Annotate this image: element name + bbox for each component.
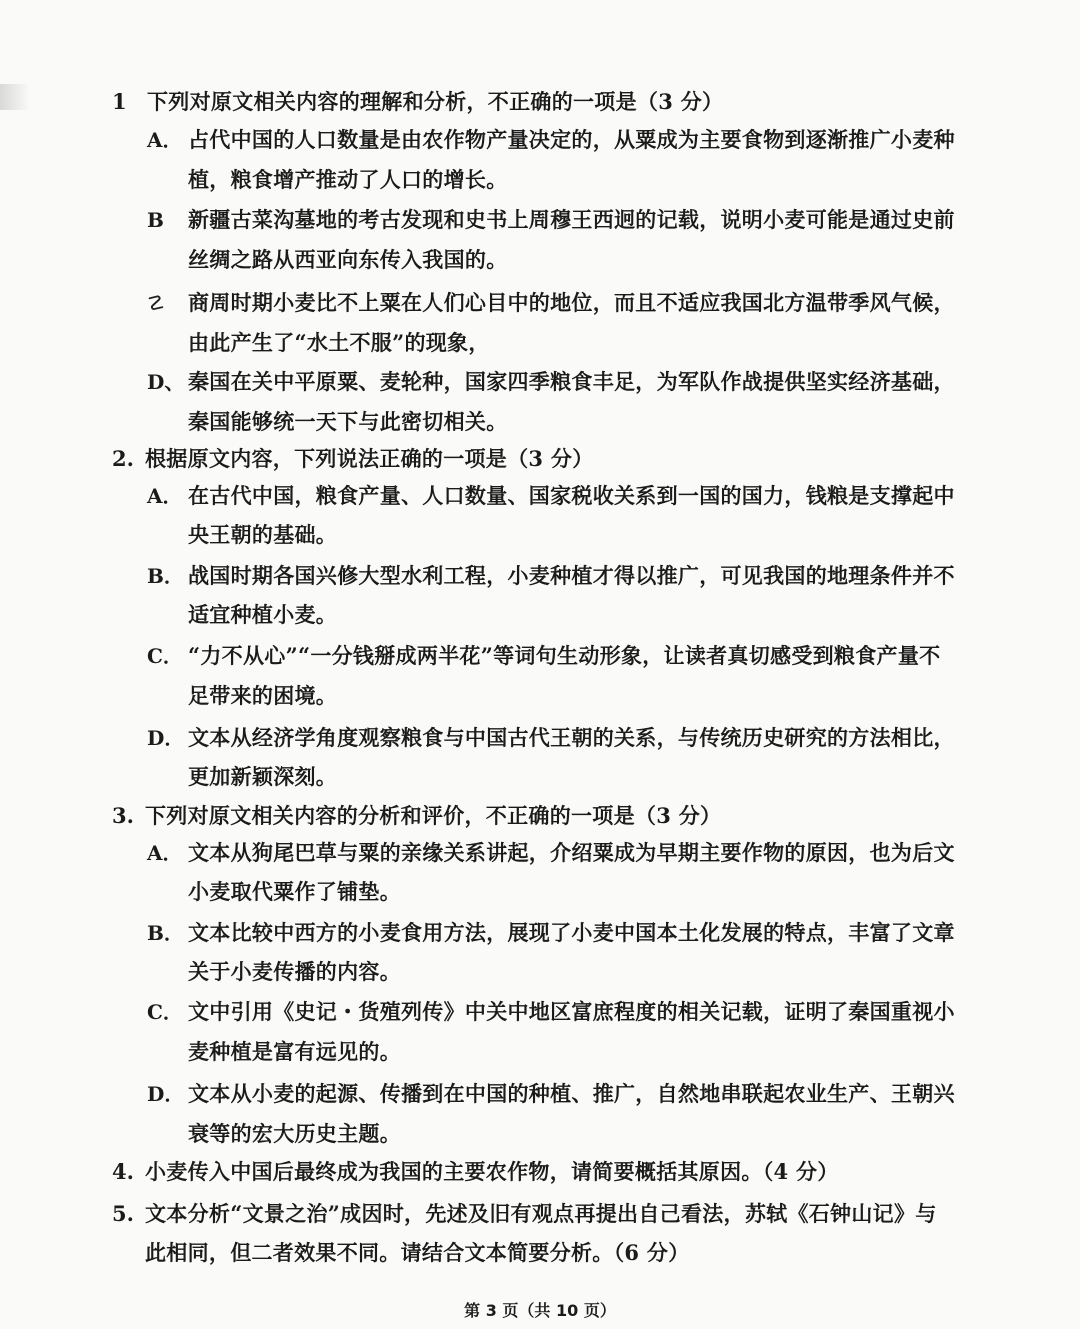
option-text: 央王朝的基础。 bbox=[188, 522, 338, 547]
option-text: 战国时期各国兴修大型水利工程，小麦种植才得以推广，可见我国的地理条件并不 bbox=[188, 563, 955, 588]
option-text: 丝绸之路从西亚向东传入我国的。 bbox=[188, 247, 508, 272]
option-text: 文本比较中西方的小麦食用方法，展现了小麦中国本土化发展的特点，丰富了文章 bbox=[188, 920, 955, 945]
option-label: D． bbox=[147, 1082, 185, 1106]
option-label: B bbox=[147, 208, 164, 232]
option-text: “力不从心”“一分钱掰成两半花”等词句生动形象，让读者真切感受到粮食产量不 bbox=[188, 643, 941, 668]
option-text: 文本从经济学角度观察粮食与中国古代王朝的关系，与传统历史研究的方法相比， bbox=[188, 725, 955, 750]
handwritten-mark-icon: ☡ bbox=[147, 291, 165, 315]
page-footer: 第 3 页（共 10 页） bbox=[464, 1301, 616, 1320]
option-text: 商周时期小麦比不上粟在人们心目中的地位，而且不适应我国北方温带季风气候， bbox=[188, 290, 955, 315]
option-text: 足带来的困境。 bbox=[188, 683, 338, 708]
option-label: A． bbox=[147, 128, 183, 152]
option-text: 在古代中国，粮食产量、人口数量、国家税收关系到一国的国力，钱粮是支撑起中 bbox=[188, 483, 955, 508]
option-text: 秦国能够统一天下与此密切相关。 bbox=[188, 409, 508, 434]
option-text: 适宜种植小麦。 bbox=[188, 602, 338, 627]
question-stem-continued: 此相同，但二者效果不同。请结合文本简要分析。（6 分） bbox=[145, 1240, 690, 1265]
option-text: 文本从狗尾巴草与粟的亲缘关系讲起，介绍粟成为早期主要作物的原因，也为后文 bbox=[188, 840, 955, 865]
option-label: D、 bbox=[147, 370, 185, 394]
option-text: 由此产生了“水土不服”的现象， bbox=[188, 330, 490, 355]
option-label: D． bbox=[147, 726, 185, 750]
question-stem: 下列对原文相关内容的理解和分析，不正确的一项是（3 分） bbox=[147, 89, 724, 114]
option-label: B． bbox=[147, 564, 184, 588]
option-text: 秦国在关中平原粟、麦轮种，国家四季粮食丰足，为军队作战提供坚实经济基础， bbox=[188, 369, 955, 394]
option-text: 植，粮食增产推动了人口的增长。 bbox=[188, 167, 508, 192]
option-text: 关于小麦传播的内容。 bbox=[188, 959, 401, 984]
option-text: 更加新颖深刻。 bbox=[188, 764, 338, 789]
option-text: 文本从小麦的起源、传播到在中国的种植、推广，自然地串联起农业生产、王朝兴 bbox=[188, 1081, 955, 1106]
question-stem: 下列对原文相关内容的分析和评价，不正确的一项是（3 分） bbox=[145, 803, 722, 828]
option-text: 小麦取代粟作了铺垫。 bbox=[188, 879, 401, 904]
option-label: A． bbox=[147, 841, 183, 865]
option-label: A． bbox=[147, 484, 183, 508]
question-number: 1 bbox=[112, 89, 127, 114]
option-text: 麦种植是富有远见的。 bbox=[188, 1039, 401, 1064]
scan-artifact bbox=[0, 84, 30, 110]
option-label: B． bbox=[147, 921, 184, 945]
question-stem: 文本分析“文景之治”成因时，先述及旧有观点再提出自己看法，苏轼《石钟山记》与 bbox=[145, 1201, 937, 1226]
question-stem: 根据原文内容，下列说法正确的一项是（3 分） bbox=[145, 446, 594, 471]
question-number: 2. bbox=[112, 446, 134, 471]
option-text: 占代中国的人口数量是由农作物产量决定的，从粟成为主要食物到逐渐推广小麦种 bbox=[188, 127, 955, 152]
question-number: 5. bbox=[112, 1201, 134, 1226]
question-number: 4. bbox=[112, 1159, 134, 1184]
question-stem: 小麦传入中国后最终成为我国的主要农作物，请简要概括其原因。（4 分） bbox=[145, 1159, 839, 1184]
option-text: 新疆古菜沟墓地的考古发现和史书上周穆王西迥的记载，说明小麦可能是通过史前 bbox=[188, 207, 955, 232]
option-text: 文中引用《史记・货殖列传》中关中地区富庶程度的相关记载，证明了秦国重视小 bbox=[188, 999, 955, 1024]
option-label: C． bbox=[147, 1000, 183, 1024]
option-text: 衰等的宏大历史主题。 bbox=[188, 1121, 401, 1146]
option-label: C． bbox=[147, 644, 183, 668]
question-number: 3. bbox=[112, 803, 134, 828]
